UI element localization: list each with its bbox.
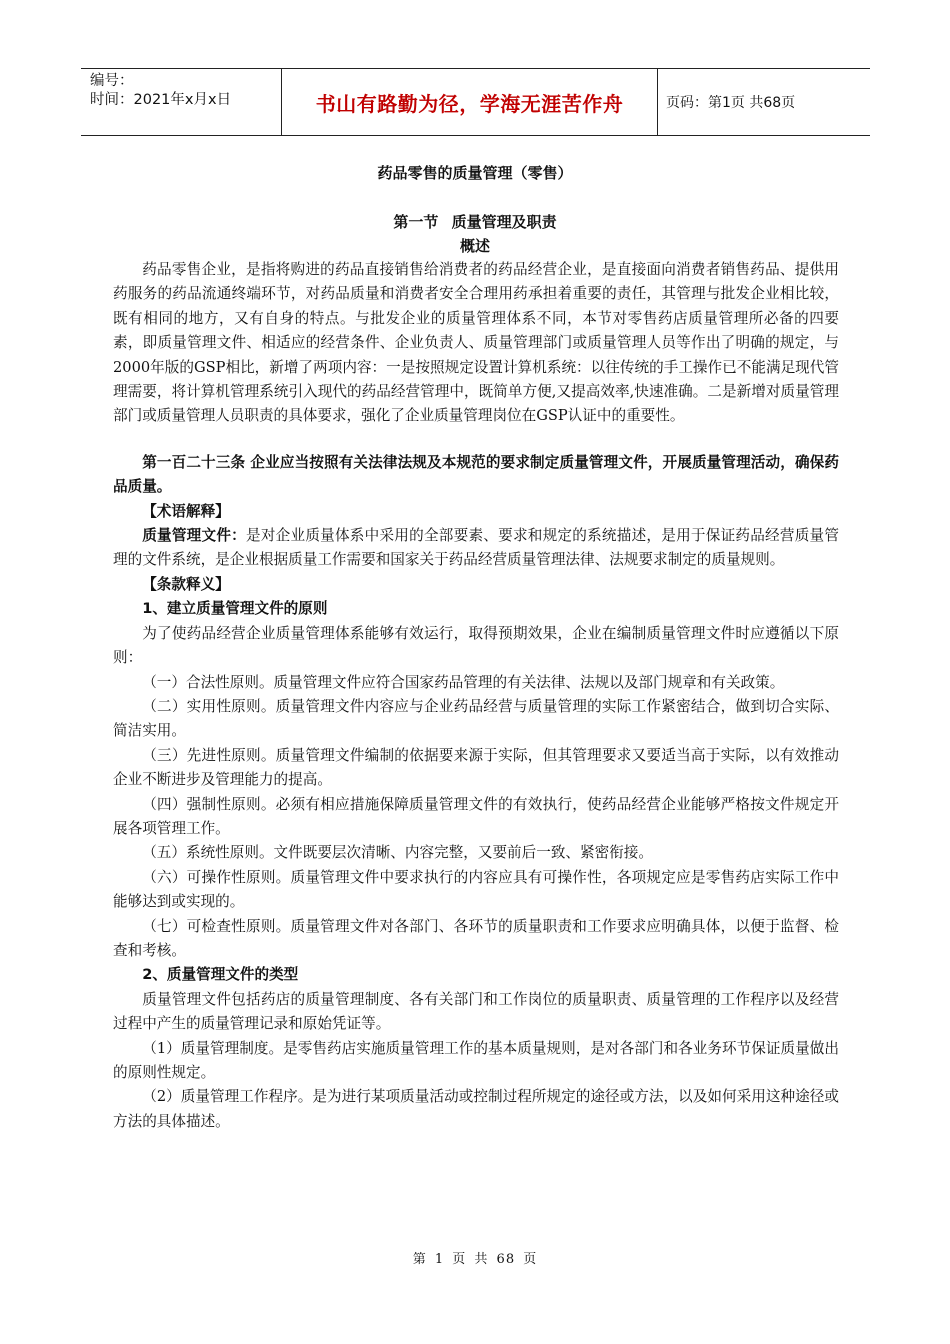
page-footer: 第 1 页 共 68 页 <box>412 1252 538 1267</box>
subsection-2-intro: 质量管理文件包括药店的质量管理制度、各有关部门和工作岗位的质量职责、质量管理的工作程序以及经营过程中产生的质量管理记录和原始凭证等。 <box>113 990 839 1033</box>
type-item: （1）质量管理制度。是零售药店实施质量管理工作的基本质量规则，是对各部门和各业务环节保证质量做出的原则性规定。 <box>113 1039 839 1081</box>
time-label: 时间：2021年x月x日 <box>90 92 232 108</box>
article-paragraph: 第一百二十三条 企业应当按照有关法律法规及本规范的要求制定质量管理文件，开展质量管理活动，确保药品质量。 <box>113 453 839 496</box>
section-title: 第一节 质量管理及职责 <box>393 213 557 231</box>
overview-title: 概述 <box>459 237 490 255</box>
principle-item: （二）实用性原则。质量管理文件内容应与企业药品经营与质量管理的实际工作紧密结合，做到切合实际、简洁实用。 <box>113 697 839 740</box>
page-header <box>81 68 870 136</box>
term-label: 质量管理文件： <box>142 527 246 545</box>
subsection-1-title: 1、建立质量管理文件的原则 <box>142 600 328 618</box>
principle-item: （七）可检查性原则。质量管理文件对各部门、各环节的质量职责和工作要求应明确具体，以便于监督、检查和考核。 <box>113 917 839 959</box>
principle-item: （三）先进性原则。质量管理文件编制的依据要来源于实际，但其管理要求又要适当高于实际，以有效推动企业不断进步及管理能力的提高。 <box>113 746 839 789</box>
document-title: 药品零售的质量管理（零售） <box>377 164 573 182</box>
subsection-2-title: 2、质量管理文件的类型 <box>142 966 299 984</box>
term-heading: 【术语解释】 <box>142 502 230 520</box>
principle-item: （四）强制性原则。必须有相应措施保障质量管理文件的有效执行，使药品经营企业能够严格按文件规定开展各项管理工作。 <box>113 795 839 837</box>
term-text: 是对企业质量体系中采用的全部要素、要求和规定的系统描述，是用于保证药品经营质量管理的文件系统，是企业根据质量工作需要和国家关于药品经营质量管理法律、法规要求制定的质量规则。 <box>113 527 839 569</box>
paragraph-gap <box>113 429 839 451</box>
clause-heading: 【条款释义】 <box>142 575 230 593</box>
header-page-info: 页码：第1页 共68页 <box>666 95 796 111</box>
principle-item: （六）可操作性原则。质量管理文件中要求执行的内容应具有可操作性，各项规定应是零售药店实际工作中能够达到或实现的。 <box>113 868 839 911</box>
type-item: （2）质量管理工作程序。是为进行某项质量活动或控制过程所规定的途径或方法，以及如何采用这种途径或方法的具体描述。 <box>113 1088 839 1130</box>
overview-paragraph: 药品零售企业，是指将购进的药品直接销售给消费者的药品经营企业，是直接面向消费者销售药品、提供用药服务的药品流通终端环节，对药品质量和消费者安全合理用药承担着重要的责任，其管理与批发企业相比较，既有相同的地方，又有自身的特点。与批发企业的质量管理体系不同，本节对零售药店质量管理所必备的四要素，即质量管理文件、相适应的经营条件、企业负责人、质量管理部门或质量管理人员等作出了明确的规定，与2000年版的GSP相比，新增了两项内容：一是按照规定设置计算机系统：以往传统的手工操作已不能满足现代管理需要，将计算机管理系统引入现代的药品经营管理中，既简单方便,又提高效率,快速准确。二是新增对质量管理部门或质量管理人员职责的具体要求，强化了企业质量管理岗位在GSP认证中的重要性。 <box>113 261 839 425</box>
number-label: 编号： <box>90 73 134 89</box>
principle-item: （五）系统性原则。文件既要层次清晰、内容完整，又要前后一致、紧密衔接。 <box>142 844 653 862</box>
document-body <box>113 258 839 1134</box>
subsection-1-intro: 为了使药品经营企业质量管理体系能够有效运行，取得预期效果，企业在编制质量管理文件时应遵循以下原则： <box>113 624 839 667</box>
header-meta <box>81 69 282 135</box>
term-paragraph <box>113 524 839 573</box>
header-motto: 书山有路勤为径，学海无涯苦作舟 <box>282 69 658 135</box>
principle-item: （一）合法性原则。质量管理文件应符合国家药品管理的有关法律、法规以及部门规章和有关政策。 <box>142 673 785 691</box>
